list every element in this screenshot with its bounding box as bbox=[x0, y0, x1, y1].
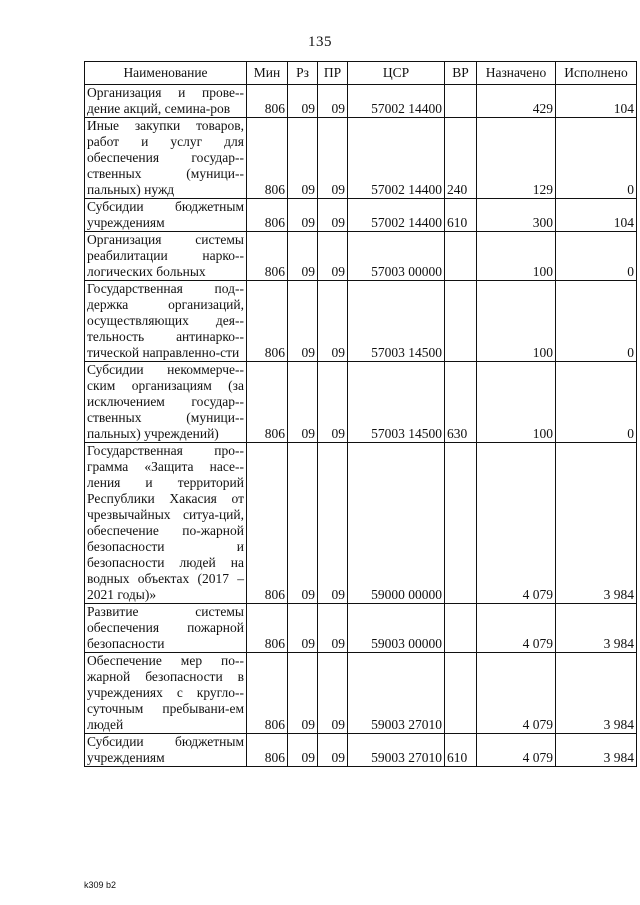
executed-cell: 3 984 bbox=[556, 443, 637, 604]
pr-cell: 09 bbox=[318, 443, 348, 604]
vr-cell bbox=[445, 443, 477, 604]
pr-cell: 09 bbox=[318, 232, 348, 281]
executed-cell: 3 984 bbox=[556, 734, 637, 767]
row-name-cell: Субсидии бюджетным учреждениям bbox=[85, 734, 247, 767]
row-name-cell: Субсидии бюджетным учреждениям bbox=[85, 199, 247, 232]
rz-cell: 09 bbox=[288, 362, 318, 443]
executed-cell: 0 bbox=[556, 118, 637, 199]
row-name-cell: Иные закупки товаров, работ и услуг для обеспечения государ-ственных (муници-пальных) нужд bbox=[85, 118, 247, 199]
assigned-cell: 300 bbox=[477, 199, 556, 232]
table-body bbox=[85, 85, 637, 767]
column-header: Назначено bbox=[477, 62, 556, 85]
pr-cell: 09 bbox=[318, 85, 348, 118]
table-row bbox=[85, 232, 637, 281]
vr-cell: 240 bbox=[445, 118, 477, 199]
csr-cell: 57002 14400 bbox=[348, 199, 445, 232]
rz-cell: 09 bbox=[288, 281, 318, 362]
column-header: ВР bbox=[445, 62, 477, 85]
column-header: ЦСР bbox=[348, 62, 445, 85]
min-cell: 806 bbox=[247, 199, 288, 232]
min-cell: 806 bbox=[247, 604, 288, 653]
pr-cell: 09 bbox=[318, 199, 348, 232]
rz-cell: 09 bbox=[288, 118, 318, 199]
rz-cell: 09 bbox=[288, 199, 318, 232]
column-header: Наименование bbox=[85, 62, 247, 85]
rz-cell: 09 bbox=[288, 85, 318, 118]
budget-table bbox=[84, 61, 637, 767]
column-header: Исполнено bbox=[556, 62, 637, 85]
assigned-cell: 429 bbox=[477, 85, 556, 118]
vr-cell bbox=[445, 604, 477, 653]
csr-cell: 57003 14500 bbox=[348, 281, 445, 362]
assigned-cell: 4 079 bbox=[477, 604, 556, 653]
csr-cell: 57003 14500 bbox=[348, 362, 445, 443]
row-name-cell: Организация системы реабилитации нарко-логических больных bbox=[85, 232, 247, 281]
row-name-cell: Развитие системы обеспечения пожарной безопасности bbox=[85, 604, 247, 653]
vr-cell: 610 bbox=[445, 734, 477, 767]
footer-code: k309 b2 bbox=[84, 880, 117, 890]
vr-cell bbox=[445, 232, 477, 281]
pr-cell: 09 bbox=[318, 734, 348, 767]
executed-cell: 104 bbox=[556, 199, 637, 232]
pr-cell: 09 bbox=[318, 281, 348, 362]
rz-cell: 09 bbox=[288, 232, 318, 281]
pr-cell: 09 bbox=[318, 362, 348, 443]
table-header-row bbox=[85, 62, 637, 85]
min-cell: 806 bbox=[247, 653, 288, 734]
executed-cell: 3 984 bbox=[556, 604, 637, 653]
pr-cell: 09 bbox=[318, 653, 348, 734]
table-row bbox=[85, 362, 637, 443]
executed-cell: 0 bbox=[556, 232, 637, 281]
assigned-cell: 4 079 bbox=[477, 734, 556, 767]
column-header: Мин bbox=[247, 62, 288, 85]
row-name-cell: Государственная под-держка организаций, осуществляющих дея-тельность антинарко-тической направленно-сти bbox=[85, 281, 247, 362]
column-header: ПР bbox=[318, 62, 348, 85]
csr-cell: 57002 14400 bbox=[348, 118, 445, 199]
table-row bbox=[85, 281, 637, 362]
csr-cell: 59003 27010 bbox=[348, 734, 445, 767]
executed-cell: 3 984 bbox=[556, 653, 637, 734]
rz-cell: 09 bbox=[288, 653, 318, 734]
min-cell: 806 bbox=[247, 362, 288, 443]
assigned-cell: 100 bbox=[477, 281, 556, 362]
vr-cell bbox=[445, 85, 477, 118]
csr-cell: 57003 00000 bbox=[348, 232, 445, 281]
table-row bbox=[85, 604, 637, 653]
pr-cell: 09 bbox=[318, 118, 348, 199]
rz-cell: 09 bbox=[288, 604, 318, 653]
table-row bbox=[85, 653, 637, 734]
rz-cell: 09 bbox=[288, 734, 318, 767]
min-cell: 806 bbox=[247, 232, 288, 281]
row-name-cell: Организация и прове-дение акций, семина-ров bbox=[85, 85, 247, 118]
vr-cell: 630 bbox=[445, 362, 477, 443]
min-cell: 806 bbox=[247, 118, 288, 199]
vr-cell bbox=[445, 653, 477, 734]
executed-cell: 104 bbox=[556, 85, 637, 118]
csr-cell: 59000 00000 bbox=[348, 443, 445, 604]
rz-cell: 09 bbox=[288, 443, 318, 604]
page-number: 135 bbox=[308, 34, 332, 50]
row-name-cell: Обеспечение мер по-жарной безопасности в учреждениях с кругло-суточным пребывани-ем людей bbox=[85, 653, 247, 734]
assigned-cell: 4 079 bbox=[477, 443, 556, 604]
assigned-cell: 100 bbox=[477, 232, 556, 281]
table-row bbox=[85, 118, 637, 199]
csr-cell: 59003 27010 bbox=[348, 653, 445, 734]
pr-cell: 09 bbox=[318, 604, 348, 653]
min-cell: 806 bbox=[247, 281, 288, 362]
table-row bbox=[85, 85, 637, 118]
row-name-cell: Государственная про-грамма «Защита насе-ления и территорий Республики Хакасия от чрезвычайных ситуа-ций, обеспечение по-жарной безопасности и безопасности людей на водных объектах (2017 – 2021 годы)» bbox=[85, 443, 247, 604]
table-row bbox=[85, 199, 637, 232]
vr-cell: 610 bbox=[445, 199, 477, 232]
min-cell: 806 bbox=[247, 85, 288, 118]
vr-cell bbox=[445, 281, 477, 362]
table-row bbox=[85, 443, 637, 604]
csr-cell: 57002 14400 bbox=[348, 85, 445, 118]
min-cell: 806 bbox=[247, 734, 288, 767]
csr-cell: 59003 00000 bbox=[348, 604, 445, 653]
column-header: Рз bbox=[288, 62, 318, 85]
row-name-cell: Субсидии некоммерче-ским организациям (за исключением государ-ственных (муници-пальных) учреждений) bbox=[85, 362, 247, 443]
min-cell: 806 bbox=[247, 443, 288, 604]
assigned-cell: 129 bbox=[477, 118, 556, 199]
executed-cell: 0 bbox=[556, 281, 637, 362]
assigned-cell: 4 079 bbox=[477, 653, 556, 734]
assigned-cell: 100 bbox=[477, 362, 556, 443]
table-row bbox=[85, 734, 637, 767]
executed-cell: 0 bbox=[556, 362, 637, 443]
